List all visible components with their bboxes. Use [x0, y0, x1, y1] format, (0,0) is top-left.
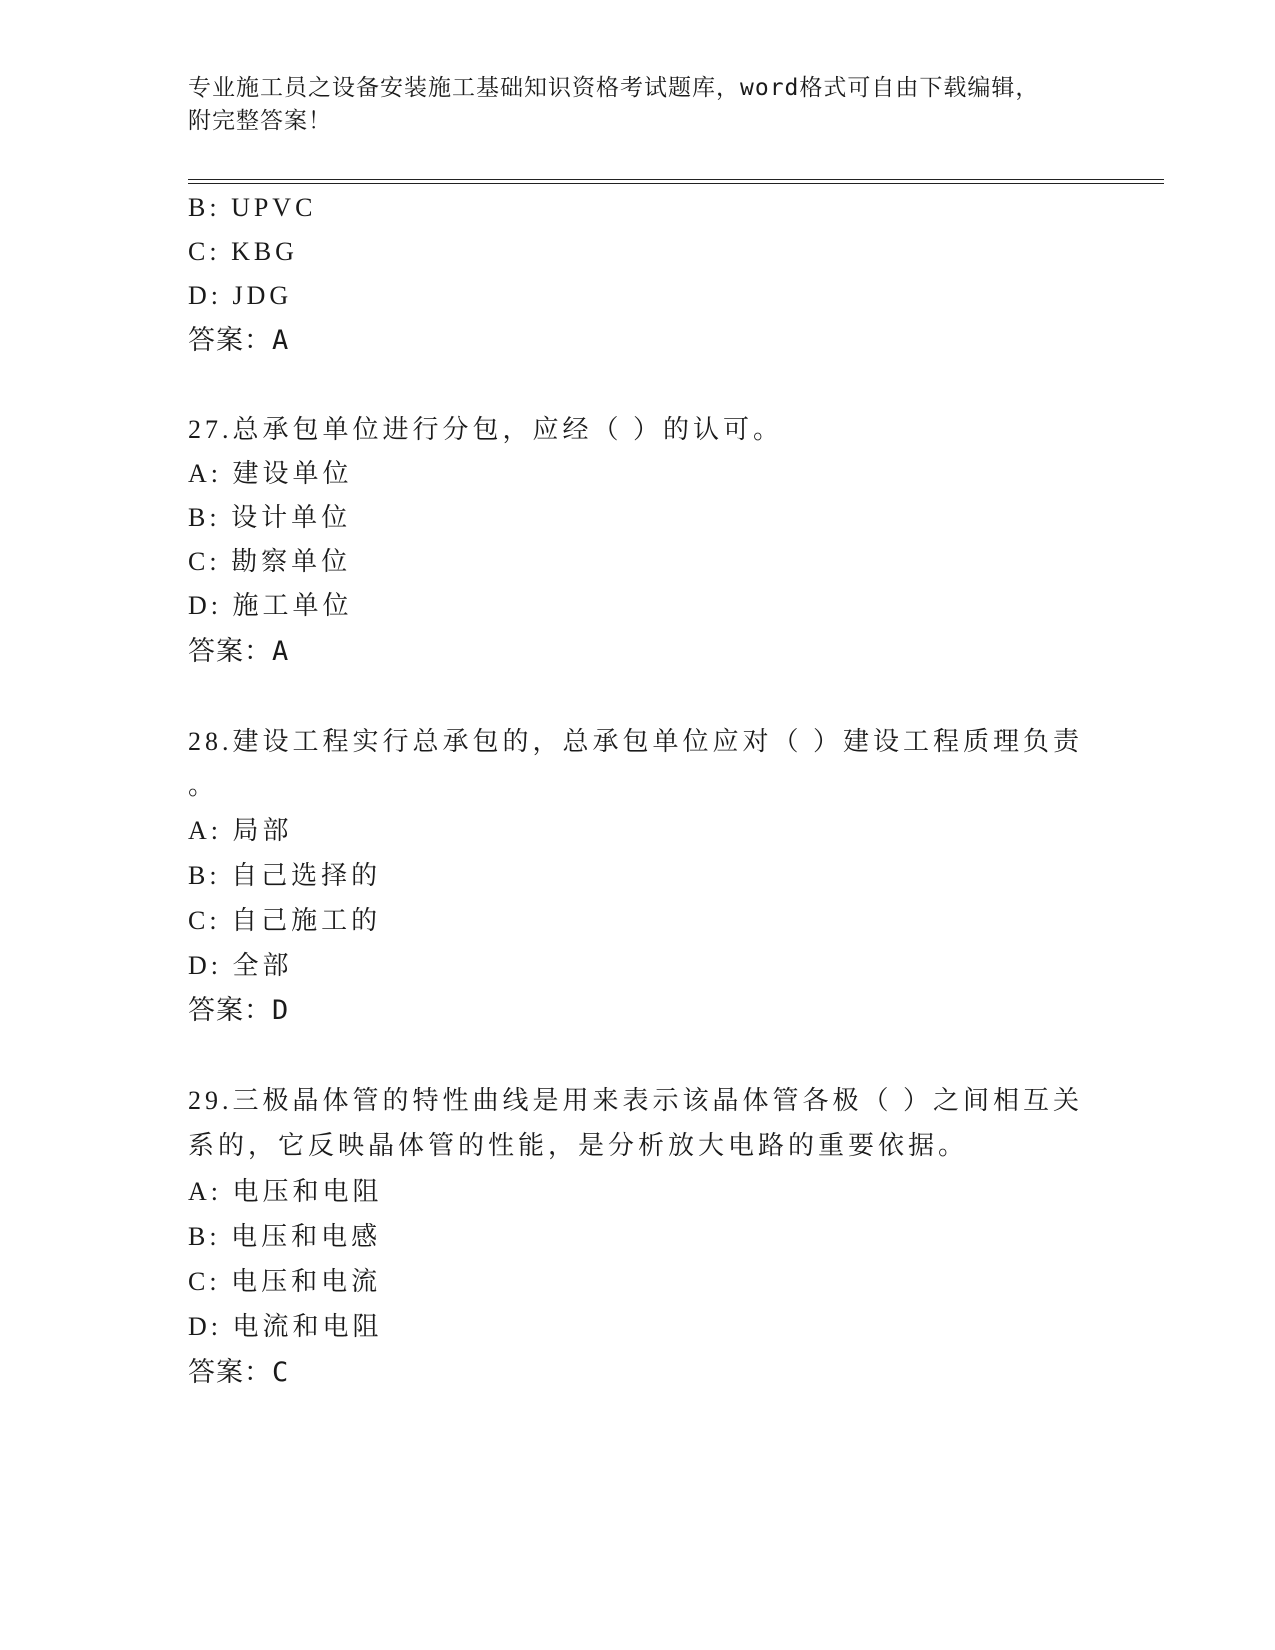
q27-stem: 27.总承包单位进行分包，应经（ ）的认可。: [188, 415, 784, 444]
q27-option-b: B: 设计单位: [188, 503, 352, 532]
q29-stem-line-1: 29.三极晶体管的特性曲线是用来表示该晶体管各极（ ）之间相互关: [188, 1086, 1084, 1115]
q29-option-d: D: 电流和电阻: [188, 1312, 383, 1341]
q28-option-c: C: 自己施工的: [188, 906, 382, 935]
q27-answer: 答案：A: [188, 636, 290, 667]
q29-option-b: B: 电压和电感: [188, 1222, 382, 1251]
q28-answer: 答案：D: [188, 995, 290, 1026]
q28-option-a: A: 局部: [188, 816, 293, 845]
q29-answer: 答案：C: [188, 1357, 290, 1388]
header-rule-bottom: [188, 183, 1164, 184]
prev-option-b: B: UPVC: [188, 193, 317, 222]
header-line-1: 专业施工员之设备安装施工基础知识资格考试题库，word格式可自由下载编辑，: [188, 75, 1040, 101]
prev-answer: 答案：A: [188, 325, 290, 356]
header-line-2: 附完整答案！: [188, 108, 332, 134]
prev-option-c: C: KBG: [188, 237, 298, 266]
q27-option-c: C: 勘察单位: [188, 547, 352, 576]
q27-option-d: D: 施工单位: [188, 591, 353, 620]
q29-stem-line-2: 系的，它反映晶体管的性能，是分析放大电路的重要依据。: [188, 1131, 969, 1160]
prev-option-d: D: JDG: [188, 281, 293, 310]
q28-stem-line-2: 。: [188, 771, 219, 800]
document-header: [188, 72, 1068, 138]
q27-option-a: A: 建设单位: [188, 459, 353, 488]
q28-option-b: B: 自己选择的: [188, 861, 382, 890]
q28-option-d: D: 全部: [188, 951, 293, 980]
q29-option-a: A: 电压和电阻: [188, 1177, 383, 1206]
q29-option-c: C: 电压和电流: [188, 1267, 382, 1296]
header-rule-top: [188, 179, 1164, 180]
q28-stem-line-1: 28.建设工程实行总承包的，总承包单位应对（ ）建设工程质理负责: [188, 727, 1084, 756]
